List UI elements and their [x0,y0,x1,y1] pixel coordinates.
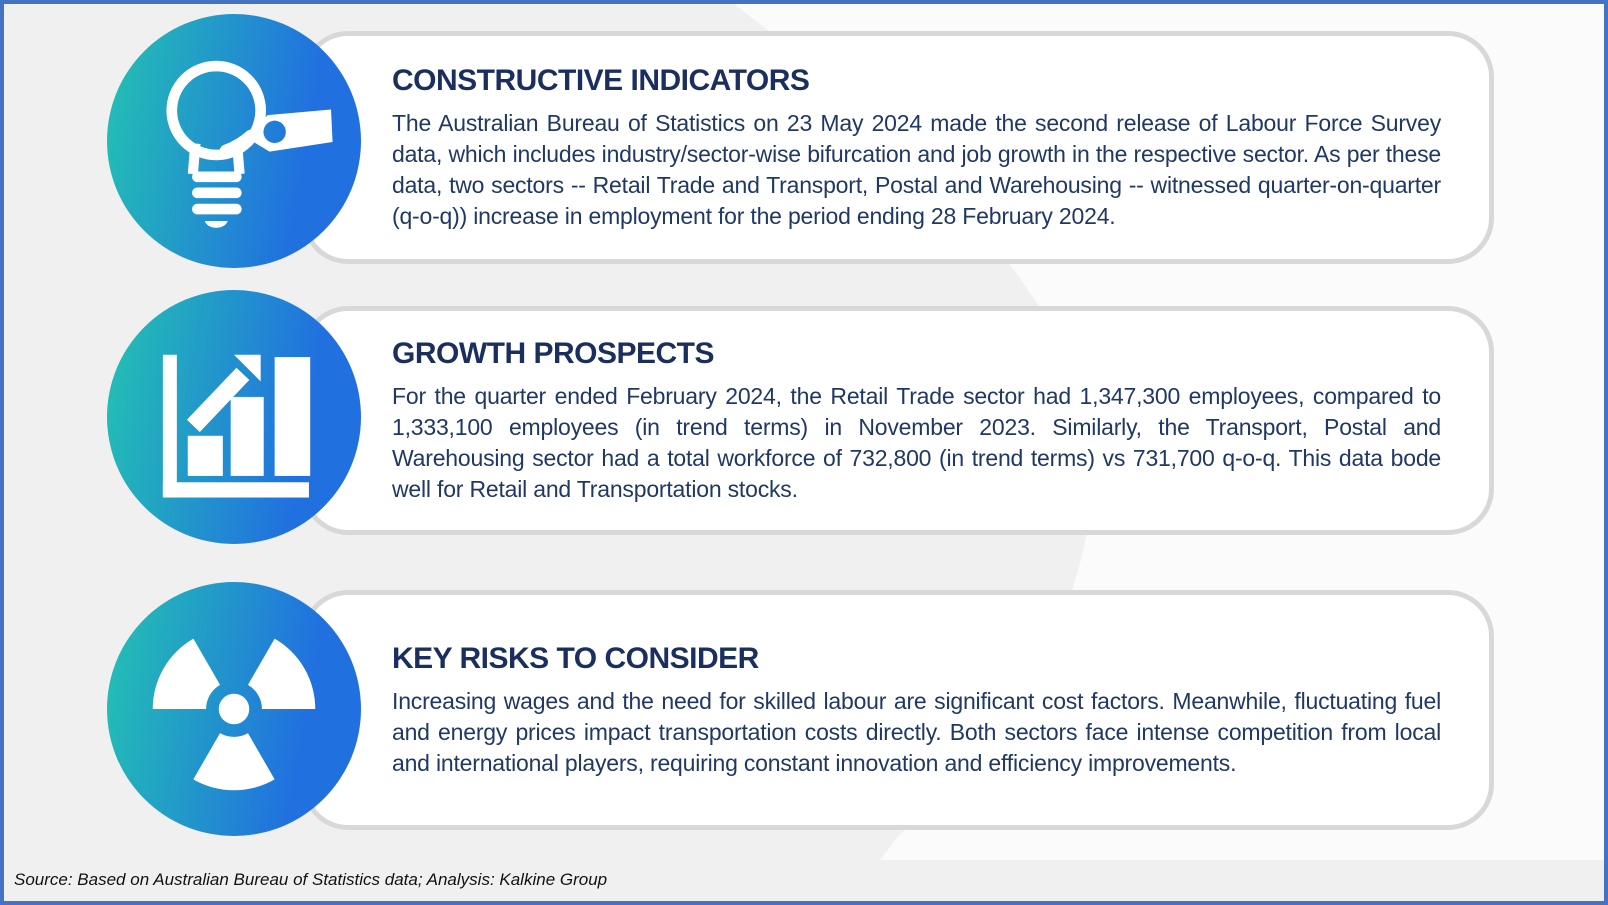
bar-chart-growth-icon [107,290,361,544]
section-body: For the quarter ended February 2024, the Retail Trade sector had 1,347,300 employees, compared to 1,333,100 employees (in trend terms) in November 2023. Similarly, the Transport, Postal and Warehousing sector had a total workforce of 732,800 (in trend terms) vs 731,700 q-o-q. This data bode well for Retail and Transportation stocks. [392,382,1441,502]
icon-badge [107,290,361,544]
section-title: CONSTRUCTIVE INDICATORS [392,63,810,97]
section-body: Increasing wages and the need for skilled labour are significant cost factors. Meanwhile, fluctuating fuel and energy prices impact transportation costs directly. Both sectors face intense competition from local and international players, requiring constant innovation and efficiency improvements. [392,687,1441,776]
radiation-icon [107,582,361,836]
card-growth-prospects [302,306,1494,535]
section-title: GROWTH PROSPECTS [392,336,715,370]
card-constructive-indicators [302,31,1494,264]
section-body: The Australian Bureau of Statistics on 23 May 2024 made the second release of Labour Force Survey data, which includes industry/sector-wise bifurcation and job growth in the respective sector. As per these data, two sectors -- Retail Trade and Transport, Postal and Warehousing -- witnessed quarter-on-quarter (q-o-q)) increase in employment for the period ending 28 February 2024. [392,109,1441,229]
icon-badge [107,14,361,268]
section-title: KEY RISKS TO CONSIDER [392,641,759,675]
card-key-risks [302,590,1494,830]
icon-badge [107,582,361,836]
lightbulb-tag-icon [107,14,361,268]
source-note: Source: Based on Australian Bureau of Statistics data; Analysis: Kalkine Group [14,870,608,889]
